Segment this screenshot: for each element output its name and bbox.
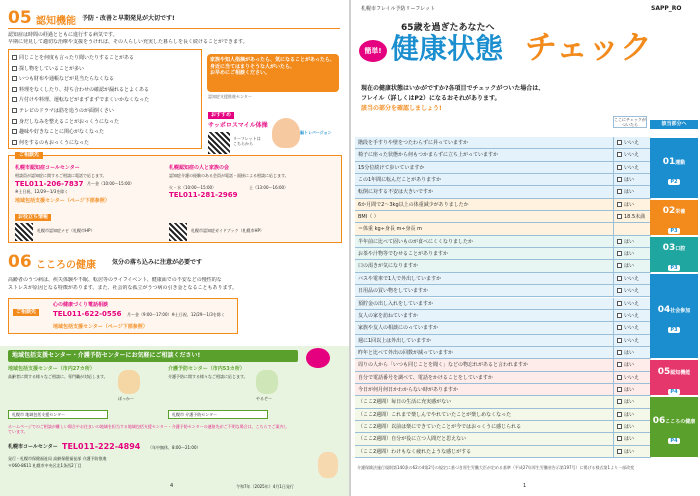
question-text: 階段を手すりや壁をつたわらずに昇っていますか: [355, 137, 614, 149]
answer-label: はい: [624, 436, 635, 443]
check-item[interactable]: テレビのドラマは筋を追うのが面倒くさい: [12, 106, 149, 117]
section-name: こころの健康: [665, 419, 696, 426]
table-row: [355, 421, 651, 433]
page-pill: P3: [670, 228, 678, 235]
checkbox-icon[interactable]: [617, 375, 622, 380]
consult-tel[interactable]: TEL011-622-0556: [53, 310, 122, 318]
left-page: [0, 0, 349, 496]
section-05-title: 認知機能: [36, 16, 76, 27]
mascot-icon: [256, 370, 278, 394]
page-title: 健康状態: [391, 32, 504, 65]
section-number: 06: [652, 416, 666, 427]
consult-badge-icon: [306, 348, 330, 368]
section-number: 02: [662, 206, 676, 217]
page-number: 4: [170, 483, 174, 489]
consult-box-06: [8, 298, 238, 334]
check-table: [355, 137, 651, 458]
table-row: [355, 162, 651, 174]
bottom-note: ホームページでのご相談が難しい場合やお住まいの地域を担当する地域包括支援センター・介護予防センターの連絡先がご不明な場合は、こちらでご案内しています。: [8, 424, 288, 435]
answer-checkbox[interactable]: [617, 273, 651, 285]
answer-checkbox[interactable]: [617, 446, 651, 458]
answer-checkbox[interactable]: [617, 211, 651, 223]
mascot-icon: [318, 452, 338, 478]
consult-label: ご相談先: [15, 152, 43, 159]
table-row: [355, 322, 651, 334]
answer-checkbox[interactable]: [617, 236, 651, 248]
section-link-01[interactable]: [650, 138, 698, 198]
table-row: [355, 409, 651, 421]
table-row: [355, 199, 651, 211]
section-name: 栄養: [675, 209, 686, 216]
table-row: [355, 223, 651, 235]
consult-box-05: [8, 152, 342, 243]
recommend-title: サッポロスマイル体操: [208, 122, 268, 129]
checklist-items: [12, 53, 149, 148]
check-item[interactable]: 料理をなくしたり、持ち合わせの確認が漏れるとよくある: [12, 85, 149, 96]
answer-label: はい: [624, 251, 635, 258]
center-desc-2: 介護予防に関する様々なご相談に応じます。: [168, 374, 248, 379]
checkbox-icon[interactable]: [617, 362, 622, 367]
answer-label: いいえ: [624, 152, 640, 159]
check-item[interactable]: 同じことを何度も言ったり聞いたりすることがある: [12, 53, 149, 64]
table-row: [355, 211, 651, 223]
table-row: [355, 298, 651, 310]
issue-date: 令和7年（2025年）4月1日発行: [236, 484, 294, 489]
answer-checkbox[interactable]: [617, 359, 651, 371]
checkbox-icon[interactable]: [617, 152, 622, 157]
answer-checkbox[interactable]: [617, 409, 651, 421]
table-row: [355, 372, 651, 384]
section-05-intro-1: 認知症は時間の経過とともに進行する病気です。: [8, 32, 118, 38]
answer-checkbox[interactable]: [617, 285, 651, 297]
answer-checkbox[interactable]: [617, 186, 651, 198]
page-pill: P3: [670, 327, 678, 333]
lead-text-3: 該当の部分を確認しましょう!: [361, 105, 442, 112]
section-06-number: 06: [8, 252, 32, 272]
answer-label: はい: [624, 399, 635, 406]
leaflet-label: 札幌市フレイル予防リーフレット: [361, 6, 436, 12]
section-number: 03: [662, 243, 676, 254]
question-text: お茶や汁物等でむせることがありますか: [355, 248, 614, 260]
section-link-03[interactable]: [650, 237, 698, 272]
table-row: [355, 433, 651, 445]
check-item[interactable]: 探し物をしていることが多い: [12, 64, 149, 75]
checkbox-icon[interactable]: [617, 251, 622, 256]
section-column: [650, 137, 698, 458]
answer-label: はい: [624, 411, 635, 418]
answer-label: はい: [624, 238, 635, 245]
question-text: （ここ2週間）以前は楽にできていたことが今ではおっくうに感じられる: [355, 421, 614, 433]
section-name: 口腔: [675, 246, 686, 253]
answer-checkbox[interactable]: [617, 433, 651, 445]
call-center-hours: （年中無休、8:00～21:00）: [148, 445, 201, 450]
answer-label: はい: [624, 349, 635, 356]
qr-code-icon[interactable]: [169, 223, 187, 241]
answer-label: いいえ: [624, 374, 640, 381]
answer-checkbox[interactable]: [617, 162, 651, 174]
answer-checkbox[interactable]: [617, 335, 651, 347]
consult-tel-2[interactable]: TEL011-281-2969: [169, 191, 238, 199]
answer-checkbox[interactable]: [617, 248, 651, 260]
answer-checkbox[interactable]: [617, 421, 651, 433]
bottom-heading: 地域包括支援センター・介護予防センターにお気軽にご相談ください!: [8, 350, 298, 362]
page-title-check: チェック: [525, 28, 653, 66]
checkbox-icon[interactable]: [617, 177, 622, 182]
answer-label: はい: [624, 263, 635, 270]
checkbox-icon[interactable]: [617, 350, 622, 355]
qr-code-icon[interactable]: [208, 132, 230, 154]
consult-label: ご相談先: [13, 309, 39, 316]
question-text: 15分位続けて歩いていますか: [355, 162, 614, 174]
checkbox-icon[interactable]: [617, 140, 622, 145]
mascot-label-2: やるぞー: [256, 396, 272, 401]
question-text: 椅子に座った状態から何もつかまらずに立ち上がっていますか: [355, 149, 614, 161]
section-name: 運動: [675, 159, 686, 166]
checkbox-icon[interactable]: [617, 276, 622, 281]
question-text: 自分で電話番号を調べて、電話をかけることをしていますか: [355, 372, 614, 384]
consult-hours-2b: 土（13:00～16:00）: [249, 185, 289, 190]
question-text: ＝体重 kg÷身長 m÷身長 m: [355, 223, 614, 235]
checkbox-icon[interactable]: [617, 436, 622, 441]
question-text: 家族や友人の相談にのっていますか: [355, 322, 614, 334]
answer-label: はい: [624, 386, 635, 393]
section-name: 社会参加: [670, 308, 691, 314]
question-text: （ここ2週間）これまで楽しんでやれていたことが楽しめなくなった: [355, 409, 614, 421]
brain-training-label: 脳トレバージョン: [300, 130, 332, 135]
question-text: 今日が何月何日かわからない時がありますか: [355, 384, 614, 396]
issuer-address: 〒060-8611 札幌市中央区北1条西2丁目: [8, 463, 82, 468]
exercise-person-icon: [272, 118, 300, 148]
advice-source: 認知症支援推進センター: [208, 94, 252, 99]
center-name-1: 地域包括支援センター（市内27カ所）: [8, 366, 95, 372]
sapporo-logo: SAPP_RO: [651, 5, 682, 12]
answer-label: はい: [624, 362, 635, 369]
consult-name-3[interactable]: 地域包括支援センター（ページ下部参照）: [15, 198, 110, 204]
divider: [8, 28, 340, 29]
checkbox-icon[interactable]: [617, 387, 622, 392]
answer-label: いいえ: [624, 300, 640, 307]
page-pill: P2: [670, 178, 678, 185]
page-pill: P3: [670, 265, 678, 272]
bottom-info-panel: [0, 346, 349, 496]
table-row: [355, 149, 651, 161]
info-label: お役立ち情報: [15, 214, 51, 221]
consult-desc-1: 相談員が認知症に関するご相談に電話で応じます。: [15, 173, 107, 178]
answer-label: 18.5未満: [624, 214, 646, 221]
section-06-intro-1: 高齢者のうつ病は、疾失体験や不眠、転居等のライフイベント、健康面での不安などの慢性的な: [8, 277, 222, 283]
checkbox-icon[interactable]: [617, 449, 622, 454]
answer-label: はい: [624, 177, 635, 184]
answer-label: いいえ: [624, 325, 640, 332]
cognition-checklist: [8, 49, 202, 149]
checkbox-icon[interactable]: [617, 325, 622, 330]
checkbox-icon[interactable]: [617, 239, 622, 244]
table-row: [355, 174, 651, 186]
question-text: 転倒に対する不安は大きいですか: [355, 186, 614, 198]
checkbox-icon[interactable]: [617, 214, 622, 219]
page-pill: P4: [670, 388, 678, 395]
question-text: 半年前に比べて固いものが食べにくくなりましたか: [355, 236, 614, 248]
check-item[interactable]: いつも財布や通帳などが見当たらなくなる: [12, 74, 149, 85]
section-05-number: 05: [8, 8, 32, 28]
consult-name-2[interactable]: 地域包括支援センター（ページ下部参照）: [53, 324, 148, 330]
question-text: 友人の家を訪ねていますか: [355, 310, 614, 322]
answer-checkbox[interactable]: [617, 396, 651, 408]
advice-note: [207, 54, 339, 92]
table-row: [355, 248, 651, 260]
table-row: [355, 137, 651, 149]
info-link-2[interactable]: 札幌市認知症ガイドブック（札幌市HP）: [191, 228, 264, 233]
check-item[interactable]: 趣味や好きなことに関心がなくなった: [12, 127, 149, 138]
section-number: 01: [662, 156, 676, 167]
table-row: [355, 310, 651, 322]
answer-label: いいえ: [624, 288, 640, 295]
answer-checkbox[interactable]: [617, 149, 651, 161]
question-text: 昨年と比べて外出の回数が減っていますか: [355, 347, 614, 359]
checkbox-icon[interactable]: [617, 313, 622, 318]
issuer: 発行・札幌市保健福祉局 高齢保健福祉部 介護予防推進: [8, 456, 107, 461]
section-link-05[interactable]: [650, 360, 698, 395]
checkbox-icon[interactable]: [617, 263, 622, 268]
call-center-label: 札幌市コールセンター: [8, 444, 58, 450]
table-row: [355, 359, 651, 371]
checkbox-icon[interactable]: [617, 165, 622, 170]
mascot-label-1: ぼっかー: [118, 396, 134, 401]
check-item[interactable]: 片付けや料理、運転などがまずまずでまくいかなくなった: [12, 95, 149, 106]
answer-label: はい: [624, 423, 635, 430]
table-row: [355, 236, 651, 248]
section-number: 04: [657, 305, 671, 315]
table-row: [355, 285, 651, 297]
question-text: （ここ2週間）わけもなく疲れたような感じがする: [355, 446, 614, 458]
question-text: 周りの人から「いつも同じことを聞く」などの物忘れがあると言われますか: [355, 359, 614, 371]
question-text: （ここ2週間）自分が役に立つ人間だと思えない: [355, 433, 614, 445]
section-link-02[interactable]: [650, 200, 698, 235]
section-06-title: こころの健康: [36, 260, 96, 271]
age-tagline: 65歳を過ぎたあなたへ: [401, 23, 495, 33]
recommend-badge: おすすめ: [208, 112, 234, 119]
checkbox-icon[interactable]: [617, 202, 622, 207]
section-name: 認知機能: [670, 369, 691, 376]
table-row: [355, 260, 651, 272]
advice-text-2: お早めにご相談ください。: [210, 70, 271, 76]
checkbox-icon[interactable]: [617, 301, 622, 306]
lead-text-1: 現在の健康状態はいかがですか?各項目でチェックがついた場合は、: [361, 85, 545, 92]
section-number: 05: [657, 366, 671, 377]
section-05-subtitle: 予防・改善と早期発見が大切です!: [82, 15, 175, 22]
answer-label: いいえ: [624, 337, 640, 344]
question-text: 日用品の買い物をしていますか: [355, 285, 614, 297]
easy-badge: 簡単!: [359, 40, 387, 62]
question-text: この1年間に転んだことがありますか: [355, 174, 614, 186]
search-box-1[interactable]: 札幌市 地域包括支援センター: [8, 410, 108, 419]
question-text: 週に1回以上は外出していますか: [355, 335, 614, 347]
checkbox-icon[interactable]: [617, 424, 622, 429]
answer-checkbox[interactable]: [617, 199, 651, 211]
answer-label: はい: [624, 189, 635, 196]
answer-checkbox[interactable]: [617, 298, 651, 310]
center-desc-1: 高齢者に関する様々なご相談に、専門職が対応します。: [8, 374, 108, 379]
question-text: 口の渇きが気になりますか: [355, 260, 614, 272]
lead-text-2: フレイル（詳しくはP2）になるおそれがあります。: [361, 95, 501, 102]
answer-label: いいえ: [624, 275, 640, 282]
consult-desc-2: 認知症介護の経験のある会員が電話・面接による相談に応じます。: [169, 173, 289, 178]
table-row: [355, 335, 651, 347]
table-row: [355, 273, 651, 285]
consult-name: 心の健康づくり電話相談: [53, 302, 109, 308]
consult-hours-2: 火・水（10:00～15:00）: [169, 185, 217, 190]
answer-checkbox[interactable]: [617, 347, 651, 359]
answer-checkbox[interactable]: [617, 322, 651, 334]
answer-checkbox[interactable]: [617, 223, 651, 235]
consult-name-1: 札幌市認知症コールセンター: [15, 165, 80, 171]
question-text: BMI（ ）: [355, 211, 614, 223]
consult-hours-1: 月～金（10:00～15:00）: [87, 181, 135, 186]
question-text: 6か月間で2～3kg以上の体重減少がありましたか: [355, 199, 614, 211]
table-row: [355, 384, 651, 396]
question-text: 預貯金の出し入れをしていますか: [355, 298, 614, 310]
table-row: [355, 396, 651, 408]
answer-label: いいえ: [624, 312, 640, 319]
answer-checkbox[interactable]: [617, 260, 651, 272]
section-link-06[interactable]: [650, 397, 698, 457]
recommend-note: リーフレットはこちらから: [233, 136, 261, 147]
answer-checkbox[interactable]: [617, 174, 651, 186]
checkbox-icon[interactable]: [617, 288, 622, 293]
column-header-section: 該当部分へ: [650, 120, 698, 129]
checkbox-icon[interactable]: [617, 412, 622, 417]
advice-text: 家族や知人指摘があったら、気になることがあったら、身近に当てはまりそうな人がいたら、: [210, 57, 335, 70]
footnote: 介護保険法施行規則第140条の62の4第2号の規定に基づき厚生労働大臣が定める基準（平成27年厚生労働省告示第197号）に掲げる様式第1より一部改変: [357, 465, 635, 470]
table-row: [355, 347, 651, 359]
consult-tel-1[interactable]: TEL011-206-7837: [15, 180, 84, 188]
table-row: [355, 186, 651, 198]
page-pill: P4: [670, 438, 678, 445]
right-page: [351, 0, 700, 496]
consult-hours: 月～金（9:00～17:00）※土日祝、12/29～1/3を除く: [127, 312, 225, 317]
call-center-tel[interactable]: TEL011-222-4894: [62, 442, 141, 451]
search-box-2[interactable]: 札幌市 介護予防センター: [168, 410, 268, 419]
qr-code-icon[interactable]: [15, 223, 33, 241]
checkbox-icon[interactable]: [617, 189, 622, 194]
answer-label: はい: [624, 448, 635, 455]
consult-name-2: 札幌認知症の人と家族の会: [169, 165, 230, 171]
answer-label: はい: [624, 201, 635, 208]
section-link-04[interactable]: [650, 274, 698, 358]
section-06-intro-2: ストレスが原因となる特徴があります。また、社会的な孤立がうつ病の引き金となることもあります。: [8, 285, 238, 291]
section-05-intro-2: 早期に発見して適切な治療や支援をうければ、その人らしい充実した暮らしを長く続けることができます。: [8, 39, 248, 45]
table-row: [355, 446, 651, 458]
question-text: （ここ2週間）毎日の生活に充実感がない: [355, 396, 614, 408]
answer-label: いいえ: [624, 140, 640, 146]
mascot-icon: [118, 370, 140, 394]
answer-label: いいえ: [624, 164, 640, 171]
answer-checkbox[interactable]: [617, 372, 651, 384]
column-header-check: ここにチェックがついたら: [614, 117, 646, 128]
checkbox-icon[interactable]: [617, 399, 622, 404]
page-number: 1: [523, 483, 527, 489]
question-text: バスや電車で1人で外出していますか: [355, 273, 614, 285]
center-name-2: 介護予防センター（市内53カ所）: [168, 366, 245, 372]
checkbox-icon[interactable]: [617, 338, 622, 343]
check-item[interactable]: 身だしなみを整えることがおっくうになった: [12, 117, 149, 128]
consult-hours-1b: ※土日祝、12/29～1/3を除く: [15, 189, 69, 194]
answer-checkbox[interactable]: [617, 310, 651, 322]
answer-checkbox[interactable]: [617, 384, 651, 396]
info-link-1[interactable]: 札幌市認知症ナビ（札幌市HP）: [37, 228, 95, 233]
answer-checkbox[interactable]: [617, 137, 651, 149]
check-item[interactable]: 何をするのもおっくうになった: [12, 138, 149, 149]
section-06-subtitle: 気分の落ち込みに注意が必要です: [112, 259, 203, 266]
